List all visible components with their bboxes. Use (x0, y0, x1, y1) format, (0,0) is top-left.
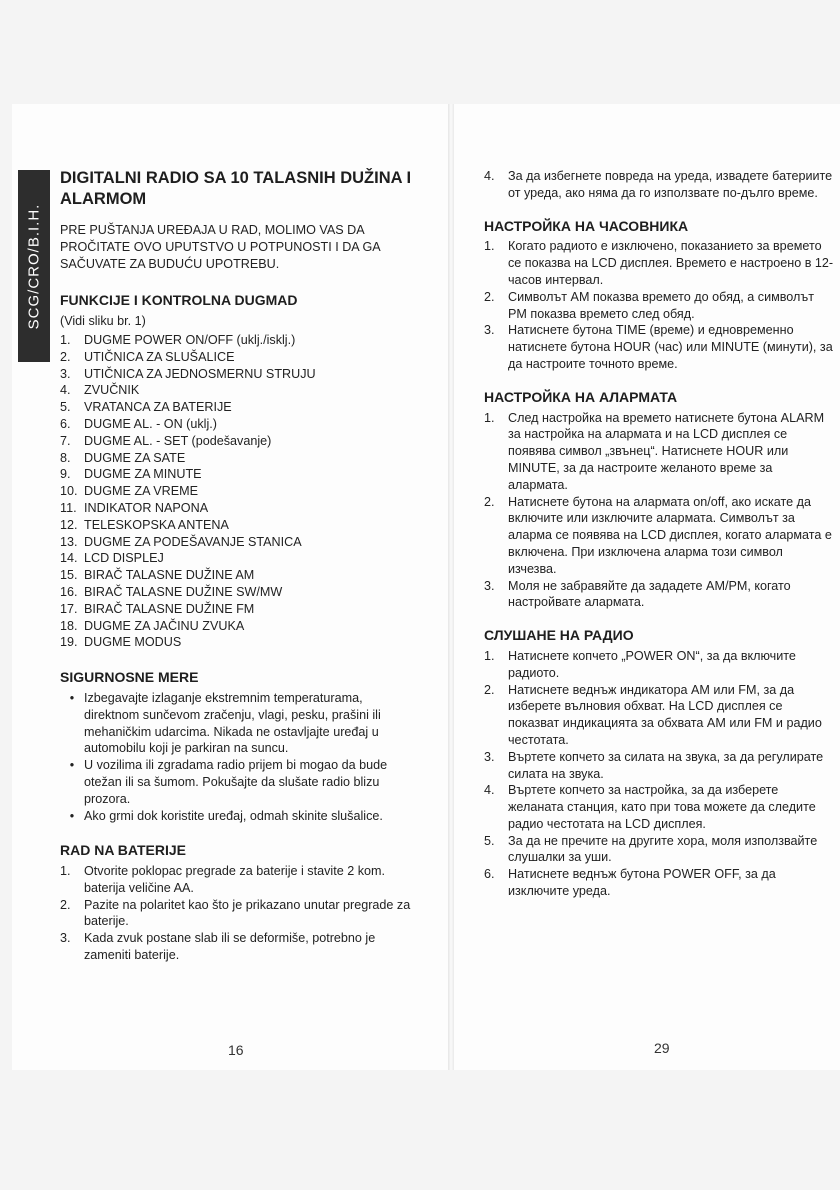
list-item-number: 4. (484, 169, 495, 183)
list-item-text: Kada zvuk postane slab ili se deformiše, potrebno je zameniti baterije. (84, 931, 376, 963)
list-item-number: 1. (60, 864, 71, 879)
list-item (484, 238, 834, 288)
list-item-text: Натиснете бутона на алармата on/off, ако искате да включите или изключите алармата. Символът за аларма се появява на LCD дисплея, когато алармата е включена. При изключена аларма този символ изчезва. (508, 494, 832, 576)
list-item (60, 399, 420, 416)
list-item (484, 410, 834, 494)
safety-heading: SIGURNOSNE MERE (60, 669, 199, 686)
intro-text: PRE PUŠTANJA UREĐAJA U RAD, MOLIMO VAS DA PROČITATE OVO UPUTSTVO U POTPUNOSTI I DA GA SAČUVATE ZA BUDUĆU UPOTREBU. (60, 223, 381, 271)
list-item-text: DUGME ZA JAČINU ZVUKA (84, 618, 245, 633)
list-item-number: 2. (484, 289, 495, 304)
list-item-number: 2. (60, 349, 71, 364)
list-item-number: 3. (484, 578, 495, 593)
list-item-number: • (69, 808, 75, 823)
list-item-number: 6. (484, 867, 495, 882)
list-item-number: 11. (60, 500, 77, 515)
list-item-text: ZVUČNIK (84, 383, 140, 398)
list-item (484, 833, 834, 867)
list-item-number: 4. (484, 783, 495, 798)
list-item-number: 4. (60, 383, 71, 398)
list-item-text: След настройка на времето натиснете бутона ALARM за настройка на алармата и на LCD дисплея се появява символ „звънец“. Натиснете HOUR или MINUTE, за да настроите желаното време за алармата. (508, 410, 825, 492)
list-item-text: BIRAČ TALASNE DUŽINE AM (84, 568, 255, 583)
alarm-list (484, 410, 834, 612)
list-item-text: Когато радиото е изключено, показанието за времето се показва на LCD дисплея. Времето е настроено в 12-часов интервал. (508, 239, 834, 287)
list-item-number: 3. (484, 323, 495, 338)
list-item-number: 2. (484, 494, 495, 509)
list-item-number: 1. (484, 648, 495, 663)
list-item-number: 18. (60, 618, 78, 633)
list-item-number: 2. (484, 682, 495, 697)
list-item-number: 1. (60, 332, 71, 347)
list-item (484, 682, 834, 749)
list-item-number: 6. (60, 416, 71, 431)
list-item (60, 808, 420, 825)
list-item-text: DUGME ZA VREME (84, 484, 199, 499)
list-item-text: DUGME AL. - SET (podešavanje) (84, 433, 272, 448)
list-item-text: INDIKATOR NAPONA (84, 500, 209, 515)
language-tab (18, 170, 50, 362)
list-item-text: Натиснете бутона TIME (време) и едновременно натиснете бутона HOUR (час) или MINUTE (минути), за да настроите точното време. (508, 323, 833, 371)
list-item (484, 578, 834, 612)
battery-list (60, 863, 420, 964)
list-item-number: 1. (484, 239, 495, 254)
list-item-number: 3. (60, 366, 71, 381)
list-item-text: Натиснете копчето „POWER ON“, за да включите радиото. (508, 648, 796, 680)
list-item (60, 366, 420, 383)
list-item-text: Символът AM показва времето до обяд, а символът PM показва времето след обяд. (508, 289, 815, 321)
list-item-text: За да избегнете повреда на уреда, извадете батериите от уреда, ако няма да го използвате по-дълго време. (508, 169, 833, 200)
list-item-text: Izbegavajte izlaganje ekstremnim temperaturama, direktnom sunčevom zračenju, vlagi, pesku, prašini ili mehaničkim udarcima. Nikada ne ostavljajte uređaj u automobilu koji je parkiran na suncu. (84, 690, 381, 756)
safety-list (60, 690, 420, 824)
list-item-number: 19. (60, 635, 78, 650)
list-item (484, 866, 834, 900)
list-item (60, 618, 420, 635)
list-item-text: UTIČNICA ZA JEDNOSMERNU STRUJU (84, 366, 316, 381)
list-item (60, 349, 420, 366)
list-item (60, 382, 420, 399)
functions-list (60, 332, 420, 651)
list-item (484, 648, 834, 682)
list-item (484, 168, 834, 202)
radio-list (484, 648, 834, 900)
page-number-right: 29 (654, 1040, 670, 1056)
list-item (60, 567, 420, 584)
functions-heading: FUNKCIJE I KONTROLNA DUGMAD (60, 292, 298, 309)
list-item (60, 690, 420, 757)
list-item-text: DUGME ZA PODEŠAVANJE STANICA (84, 534, 302, 549)
list-item-number: 7. (60, 433, 71, 448)
list-item-number: 9. (60, 467, 71, 482)
list-item-number: 15. (60, 568, 78, 583)
list-item-number: 14. (60, 551, 78, 566)
list-item-number: • (69, 758, 75, 773)
list-item-text: Въртете копчето за силата на звука, за да регулирате силата на звука. (508, 749, 824, 781)
list-item (60, 332, 420, 349)
list-item (60, 930, 420, 964)
list-item-text: Otvorite poklopac pregrade za baterije i stavite 2 kom. baterija veličine AA. (84, 864, 386, 895)
battery-list-continued (484, 168, 834, 202)
list-item (484, 782, 834, 832)
list-item-text: DUGME MODUS (84, 635, 182, 650)
list-item (60, 500, 420, 517)
list-item-text: BIRAČ TALASNE DUŽINE FM (84, 601, 255, 616)
list-item (60, 863, 420, 897)
list-item (60, 433, 420, 450)
radio-heading: СЛУШАНЕ НА РАДИО (484, 627, 634, 644)
list-item-number: 5. (60, 400, 71, 415)
list-item-text: За да не пречите на другите хора, моля използвайте слушалки за уши. (508, 833, 818, 865)
list-item-number: 8. (60, 450, 71, 465)
list-item (60, 534, 420, 551)
list-item (60, 897, 420, 931)
list-item (60, 601, 420, 618)
list-item-text: Натиснете веднъж индикатора AM или FM, за да изберете вълновия обхват. На LCD дисплея се показват индикацията за обхвата AM или FM и радио честотата. (508, 682, 822, 747)
list-item-text: BIRAČ TALASNE DUŽINE SW/MW (84, 584, 283, 599)
list-item-number: 3. (60, 931, 71, 946)
list-item-text: Моля не забравяйте да зададете AM/PM, когато настройвате алармата. (508, 578, 791, 610)
list-item-number: 17. (60, 601, 78, 616)
list-item-text: DUGME AL. - ON (uklj.) (84, 416, 217, 431)
list-item-number: • (69, 690, 75, 705)
right-page (484, 168, 834, 900)
list-item-number: 1. (484, 410, 495, 425)
list-item-text: Pazite na polaritet kao što je prikazano unutar pregrade za baterije. (84, 897, 411, 929)
list-item-number: 2. (60, 897, 71, 912)
list-item-number: 10. (60, 484, 78, 499)
list-item-text: LCD DISPLEJ (84, 551, 164, 566)
alarm-heading: НАСТРОЙКА НА АЛАРМАТА (484, 388, 678, 405)
list-item (60, 757, 420, 807)
list-item-number: 12. (60, 517, 78, 532)
list-item-number: 16. (60, 584, 78, 599)
list-item (60, 584, 420, 601)
list-item (60, 466, 420, 483)
list-item (60, 550, 420, 567)
list-item (484, 289, 834, 323)
list-item (484, 322, 834, 372)
list-item-text: Въртете копчето за настройка, за да изберете желаната станция, като при това можете да следите радио честотата на LCD дисплея. (508, 783, 816, 831)
list-item-text: DUGME ZA SATE (84, 450, 186, 465)
list-item (484, 749, 834, 783)
list-item-text: VRATANCA ZA BATERIJE (84, 400, 232, 415)
list-item-text: DUGME ZA MINUTE (84, 467, 202, 482)
list-item-text: DUGME POWER ON/OFF (uklj./isklj.) (84, 332, 296, 347)
list-item-text: Натиснете веднъж бутона POWER OFF, за да изключите уреда. (508, 867, 776, 899)
list-item (60, 416, 420, 433)
battery-heading: RAD NA BATERIJE (60, 842, 187, 859)
list-item-text: Ako grmi dok koristite uređaj, odmah skinite slušalice. (84, 808, 383, 823)
list-item (60, 634, 420, 651)
list-item (484, 494, 834, 578)
page-title: DIGITALNI RADIO SA 10 TALASNIH DUŽINA I ALARMOM (60, 169, 412, 208)
clock-list (484, 238, 834, 372)
list-item-text: U vozilima ili zgradama radio prijem bi mogao da bude otežan ili sa šumom. Pokušajte da slušate radio blizu prozora. (84, 758, 388, 806)
functions-note: (Vidi sliku br. 1) (60, 314, 146, 329)
left-page (60, 168, 420, 964)
list-item-number: 13. (60, 534, 78, 549)
language-tab-label: SCG/CRO/B.I.H. (25, 203, 43, 329)
page-fold (448, 104, 454, 1070)
list-item-text: UTIČNICA ZA SLUŠALICE (84, 349, 235, 364)
list-item-number: 5. (484, 833, 495, 848)
list-item (60, 450, 420, 467)
list-item-text: TELESKOPSKA ANTENA (84, 517, 229, 532)
clock-heading: НАСТРОЙКА НА ЧАСОВНИКА (484, 217, 689, 234)
list-item (60, 483, 420, 500)
list-item-number: 3. (484, 749, 495, 764)
page-number-left: 16 (228, 1042, 244, 1058)
list-item (60, 517, 420, 534)
